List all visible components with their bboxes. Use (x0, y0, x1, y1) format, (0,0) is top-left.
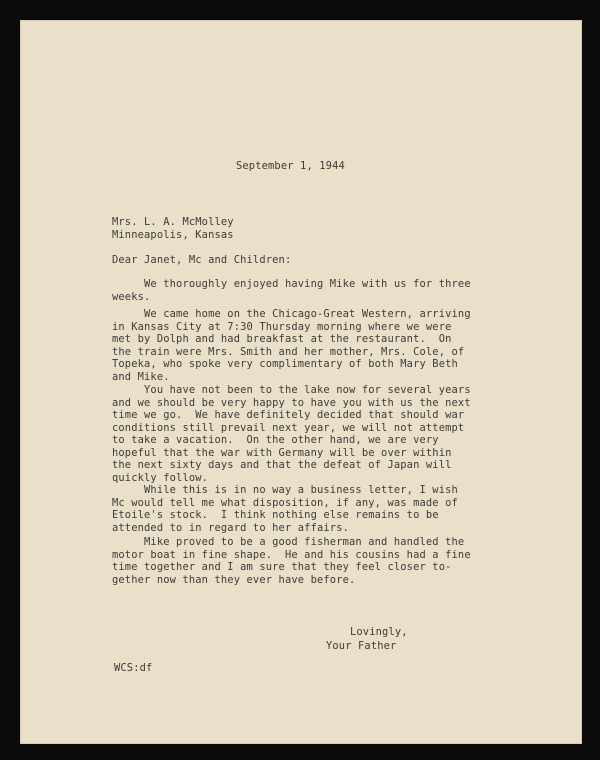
recipient-name: Mrs. L. A. McMolley (112, 216, 234, 228)
text-line: gether now than they ever have before. (112, 573, 356, 586)
salutation: Dear Janet, Mc and Children: (112, 254, 292, 266)
text-line: met by Dolph and had breakfast at the restaurant. On (112, 333, 452, 345)
paragraph-3 (112, 384, 471, 484)
reference-initials: WCS:df (114, 662, 153, 674)
recipient-address (112, 216, 234, 241)
text-line: We came home on the Chicago-Great Western, arriving (112, 308, 471, 320)
text-line: time together and I am sure that they feel closer to- (112, 561, 452, 573)
text-line: quickly follow. (112, 471, 209, 484)
text-line: Mike proved to be a good fisherman and handled the (112, 536, 465, 548)
text-line: Topeka, who spoke very complimentary of both Mary Beth (112, 358, 458, 370)
text-line: conditions still prevail next year, we will not attempt (112, 421, 465, 434)
text-line: time we go. We have definitely decided that should war (112, 409, 465, 421)
paragraph-5 (112, 536, 471, 586)
text-line: hopeful that the war with Germany will be over within (112, 446, 452, 459)
recipient-city: Minneapolis, Kansas (112, 228, 234, 241)
text-line: Mc would tell me what disposition, if any, was made of (112, 496, 458, 509)
paragraph-2 (112, 308, 471, 383)
text-line: While this is in no way a business letter, I wish (112, 484, 458, 496)
closing: Lovingly, (350, 626, 408, 638)
text-line: to take a vacation. On the other hand, we are very (112, 434, 439, 446)
signature: Your Father (326, 640, 397, 652)
text-line: Etoile's stock. I think nothing else remains to be (112, 509, 439, 521)
text-line: and Mike. (112, 370, 170, 383)
paragraph-4 (112, 484, 458, 534)
letter-date: September 1, 1944 (236, 160, 345, 172)
text-line: the next sixty days and that the defeat of Japan will (112, 459, 452, 471)
text-line: attended to in regard to her affairs. (112, 521, 350, 534)
text-line: in Kansas City at 7:30 Thursday morning where we were (112, 320, 452, 333)
text-line: the train were Mrs. Smith and her mother, Mrs. Cole, of (112, 345, 465, 358)
text-line: weeks. (112, 290, 151, 303)
text-line: motor boat in fine shape. He and his cousins had a fine (112, 548, 471, 561)
paragraph-1 (112, 278, 471, 303)
text-line: We thoroughly enjoyed having Mike with us for three (112, 278, 471, 290)
text-line: You have not been to the lake now for several years (112, 384, 471, 396)
text-line: and we should be very happy to have you with us the next (112, 396, 471, 409)
